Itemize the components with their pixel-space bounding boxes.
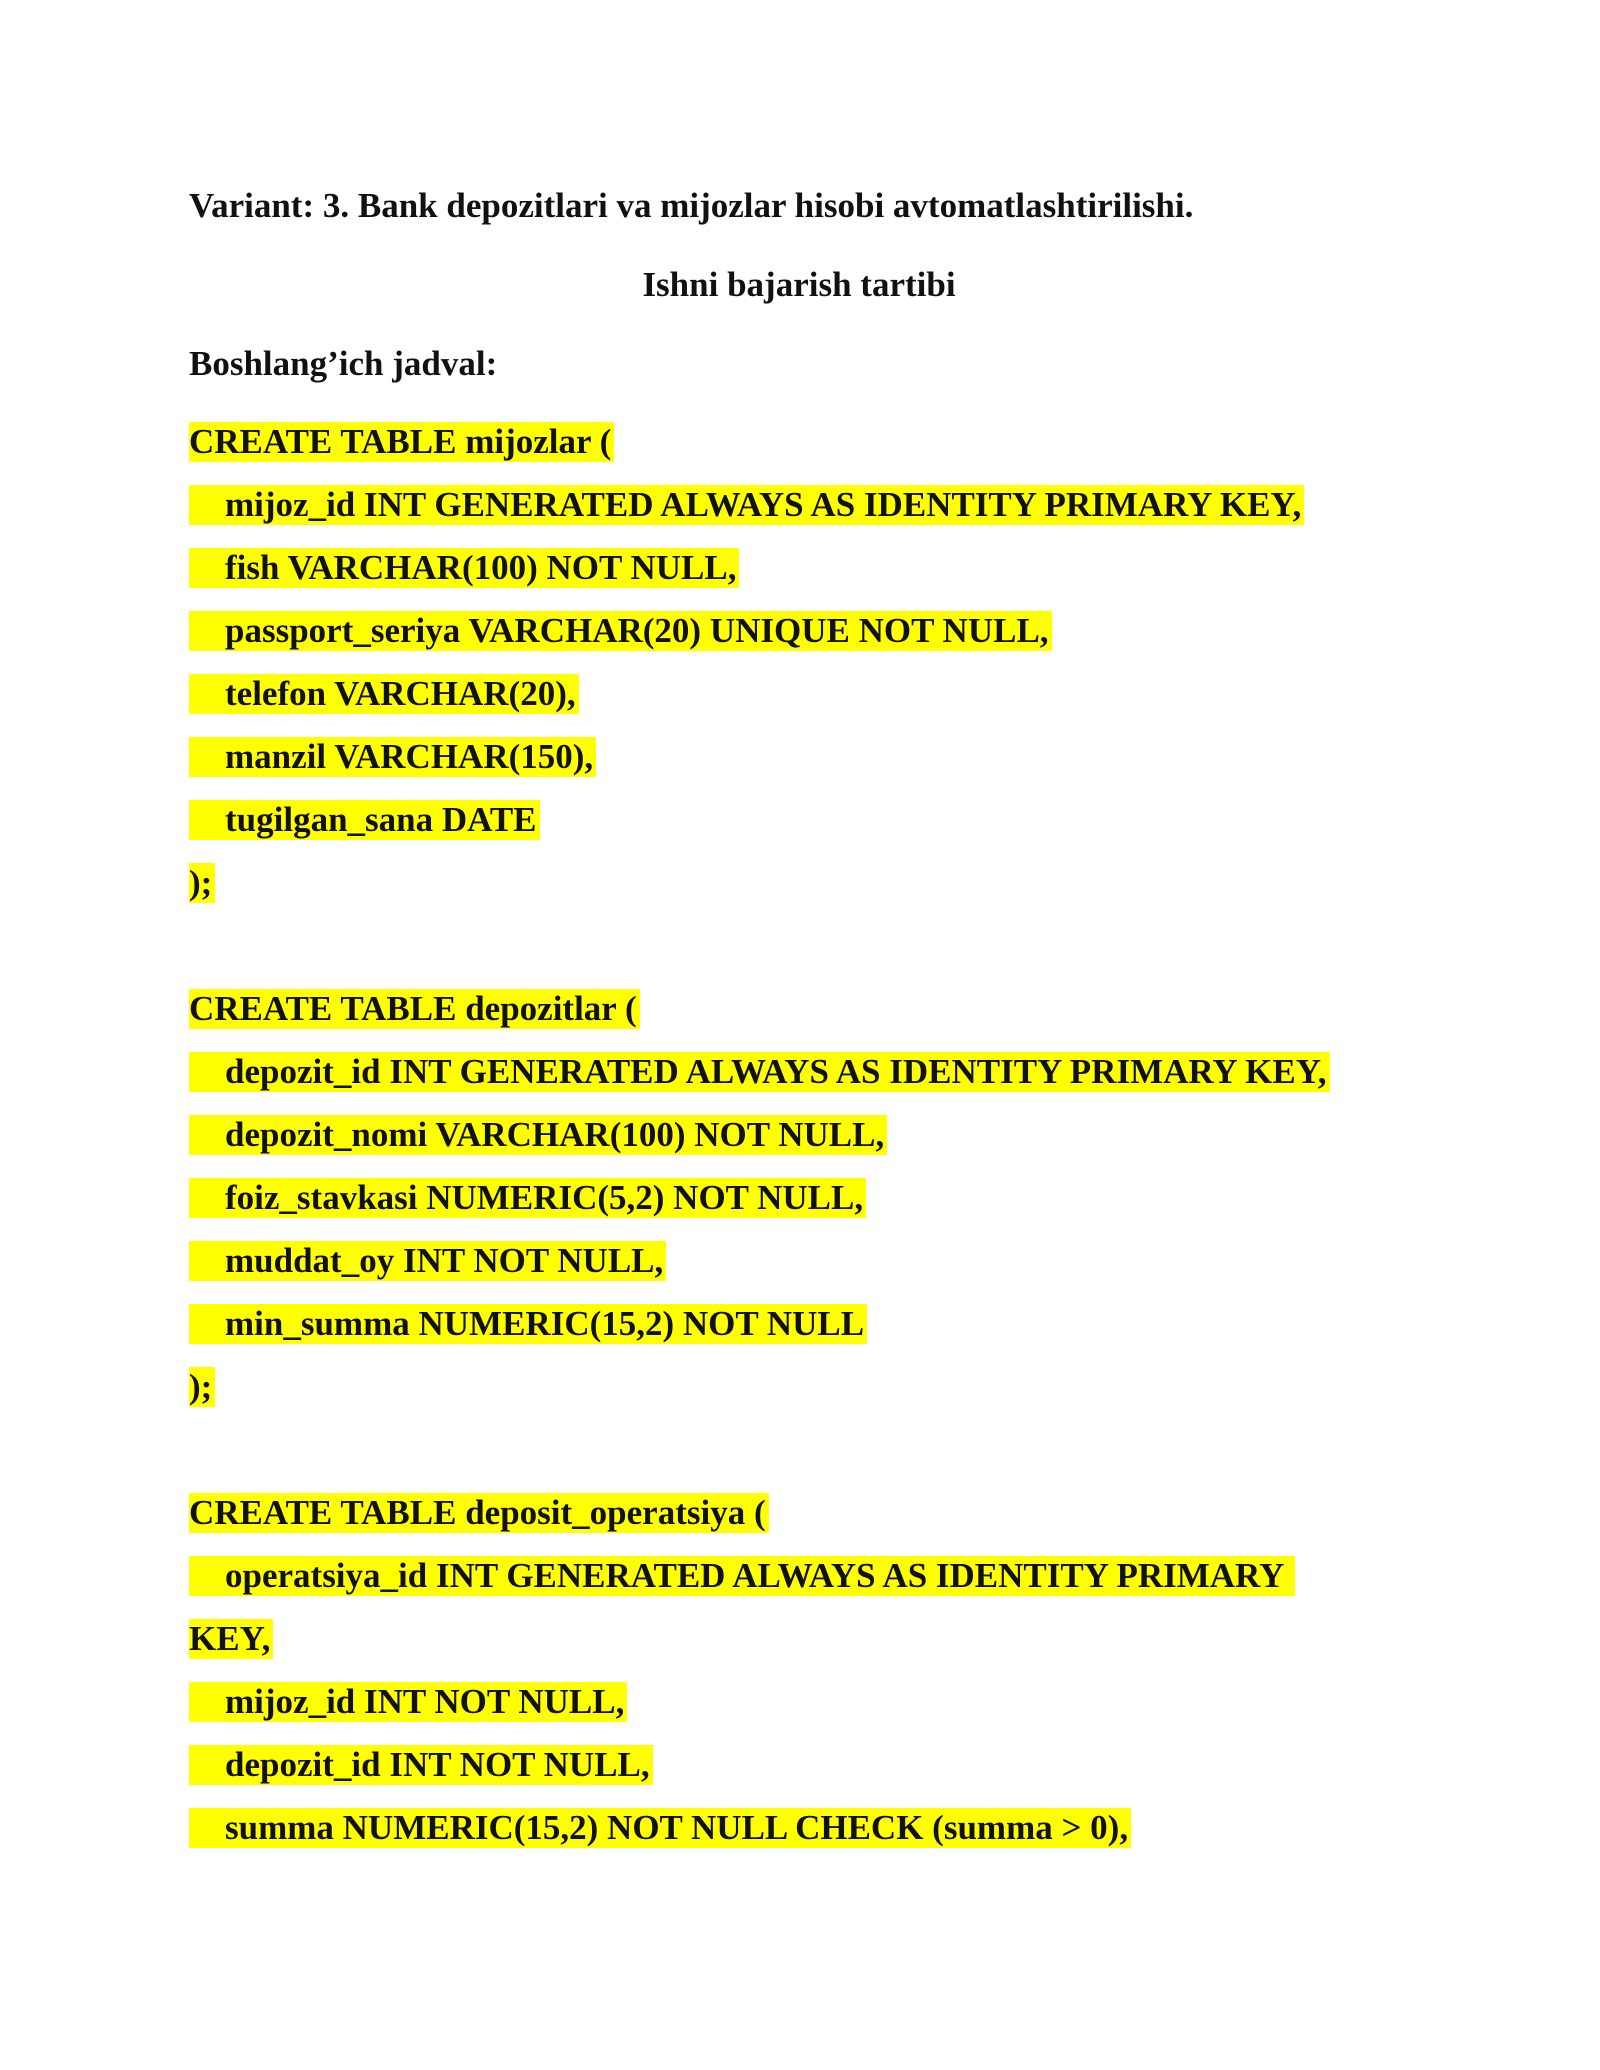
- code-line: [189, 800, 1429, 840]
- code-text: depozit_nomi VARCHAR(100) NOT NULL,: [189, 1115, 887, 1155]
- code-line: [189, 1178, 1429, 1218]
- code-line-wrap: [189, 1619, 1429, 1659]
- code-line: [189, 1052, 1429, 1092]
- code-text: KEY,: [189, 1619, 273, 1659]
- code-line: [189, 1367, 1429, 1407]
- code-block-deposit-operatsiya: [189, 1493, 1429, 1848]
- code-text: );: [189, 863, 215, 903]
- code-text: depozit_id INT NOT NULL,: [189, 1745, 653, 1785]
- document-title: Variant: 3. Bank depozitlari va mijozlar hisobi avtomatlashtirilishi.: [189, 186, 1194, 225]
- code-text: min_summa NUMERIC(15,2) NOT NULL: [189, 1304, 867, 1344]
- code-line: [189, 1682, 1429, 1722]
- code-text: muddat_oy INT NOT NULL,: [189, 1241, 666, 1281]
- code-block-depozitlar: [189, 989, 1429, 1407]
- code-text: foiz_stavkasi NUMERIC(5,2) NOT NULL,: [189, 1178, 866, 1218]
- code-line: [189, 737, 1429, 777]
- code-text: CREATE TABLE deposit_operatsiya (: [189, 1493, 769, 1533]
- section-heading: Ishni bajarish tartibi: [642, 265, 956, 304]
- code-text: telefon VARCHAR(20),: [189, 674, 579, 714]
- code-line: [189, 611, 1429, 651]
- code-text: passport_seriya VARCHAR(20) UNIQUE NOT NULL,: [189, 611, 1052, 651]
- code-text: mijoz_id INT NOT NULL,: [189, 1682, 627, 1722]
- code-text: CREATE TABLE depozitlar (: [189, 989, 640, 1029]
- code-line: [189, 548, 1429, 588]
- code-text: depozit_id INT GENERATED ALWAYS AS IDENTITY PRIMARY KEY,: [189, 1052, 1330, 1092]
- document-content: [189, 186, 1429, 1871]
- code-line: [189, 1556, 1429, 1596]
- code-text: tugilgan_sana DATE: [189, 800, 540, 840]
- code-line: [189, 1493, 1429, 1533]
- code-text: fish VARCHAR(100) NOT NULL,: [189, 548, 739, 588]
- code-line: [189, 1115, 1429, 1155]
- code-line: [189, 1808, 1429, 1848]
- code-line: [189, 422, 1429, 462]
- code-line: [189, 1745, 1429, 1785]
- code-line: [189, 674, 1429, 714]
- code-block-mijozlar: [189, 422, 1429, 903]
- intro-text: Boshlang’ich jadval:: [189, 344, 498, 383]
- code-text: CREATE TABLE mijozlar (: [189, 422, 614, 462]
- code-text: );: [189, 1367, 215, 1407]
- code-text: manzil VARCHAR(150),: [189, 737, 596, 777]
- code-text: operatsiya_id INT GENERATED ALWAYS AS IDENTITY PRIMARY: [189, 1556, 1295, 1596]
- code-line: [189, 1304, 1429, 1344]
- code-text: summa NUMERIC(15,2) NOT NULL CHECK (summa > 0),: [189, 1808, 1131, 1848]
- code-line: [189, 989, 1429, 1029]
- code-line: [189, 1241, 1429, 1281]
- code-line: [189, 863, 1429, 903]
- code-line: [189, 485, 1429, 525]
- code-text: mijoz_id INT GENERATED ALWAYS AS IDENTITY PRIMARY KEY,: [189, 485, 1304, 525]
